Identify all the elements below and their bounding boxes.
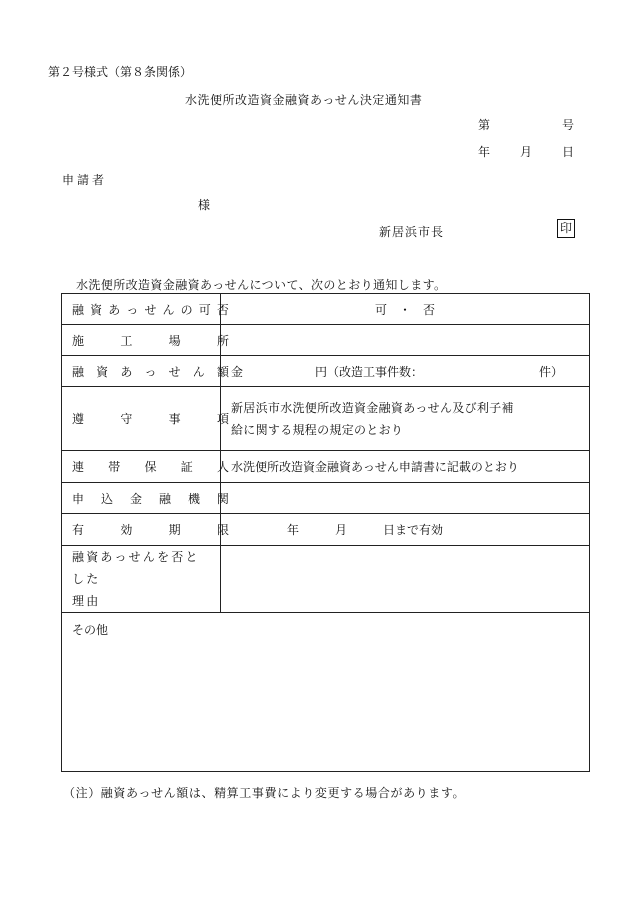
table-row [62, 483, 590, 514]
date-day: 日 [561, 145, 574, 159]
date-line [478, 143, 574, 160]
footnote: （注）融資あっせん額は、精算工事費により変更する場合があります。 [63, 786, 466, 800]
table-row [62, 451, 590, 483]
row-label: 申 込 金 融 機 関 [62, 483, 221, 514]
number-suffix: 号 [561, 118, 574, 132]
issuer: 新居浜市長 [379, 225, 445, 239]
other-field[interactable] [62, 613, 590, 772]
table-row [62, 294, 590, 325]
row-label: 融 資 あ っ せ ん 額 [62, 356, 221, 387]
bank-value[interactable] [221, 483, 590, 514]
table-row [62, 546, 590, 613]
case-count-suffix: 件） [538, 364, 563, 379]
compliance-value [221, 387, 590, 451]
date-year: 年 [478, 145, 491, 159]
table-row [62, 514, 590, 546]
compliance-line-1: 新居浜市水洗便所改造資金融資あっせん及び利子補 [231, 400, 514, 415]
table-row [62, 613, 590, 772]
row-label: 融資あっせんを否とした 理由 [62, 546, 221, 613]
denial-reason-value[interactable] [221, 546, 590, 613]
table-row [62, 387, 590, 451]
other-label: その他 [72, 623, 109, 637]
applicant-label: 申請者 [62, 173, 108, 187]
form-code: 第２号様式（第８条関係） [48, 65, 193, 79]
table-row [62, 356, 590, 387]
row-label: 有 効 期 限 [62, 514, 221, 546]
intro-text: 水洗便所改造資金融資あっせんについて、次のとおり通知します。 [76, 278, 447, 292]
guarantor-value: 水洗便所改造資金融資あっせん申請書に記載のとおり [221, 451, 590, 483]
seal-stamp: 印 [557, 219, 575, 238]
date-month: 月 [519, 145, 532, 159]
row-label: 連 帯 保 証 人 [62, 451, 221, 483]
compliance-line-2: 給に関する規程の規定のとおり [231, 422, 404, 437]
loan-amount-value[interactable] [221, 356, 590, 387]
number-prefix: 第 [478, 118, 491, 132]
row-label: 融 資 あ っ せ ん の 可 否 [62, 294, 221, 325]
notification-table [61, 293, 590, 772]
site-value[interactable] [221, 325, 590, 356]
amount-text: 金 円（改造工事件数： [231, 364, 424, 379]
row-label: 遵 守 事 項 [62, 387, 221, 451]
honorific: 様 [198, 198, 211, 212]
approval-value[interactable]: 可 ・ 否 [221, 294, 590, 325]
document-number-line [478, 116, 574, 133]
document-title: 水洗便所改造資金融資あっせん決定通知書 [185, 93, 423, 107]
table-row [62, 325, 590, 356]
validity-value[interactable]: 年 月 日まで有効 [221, 514, 590, 546]
row-label: 施 工 場 所 [62, 325, 221, 356]
